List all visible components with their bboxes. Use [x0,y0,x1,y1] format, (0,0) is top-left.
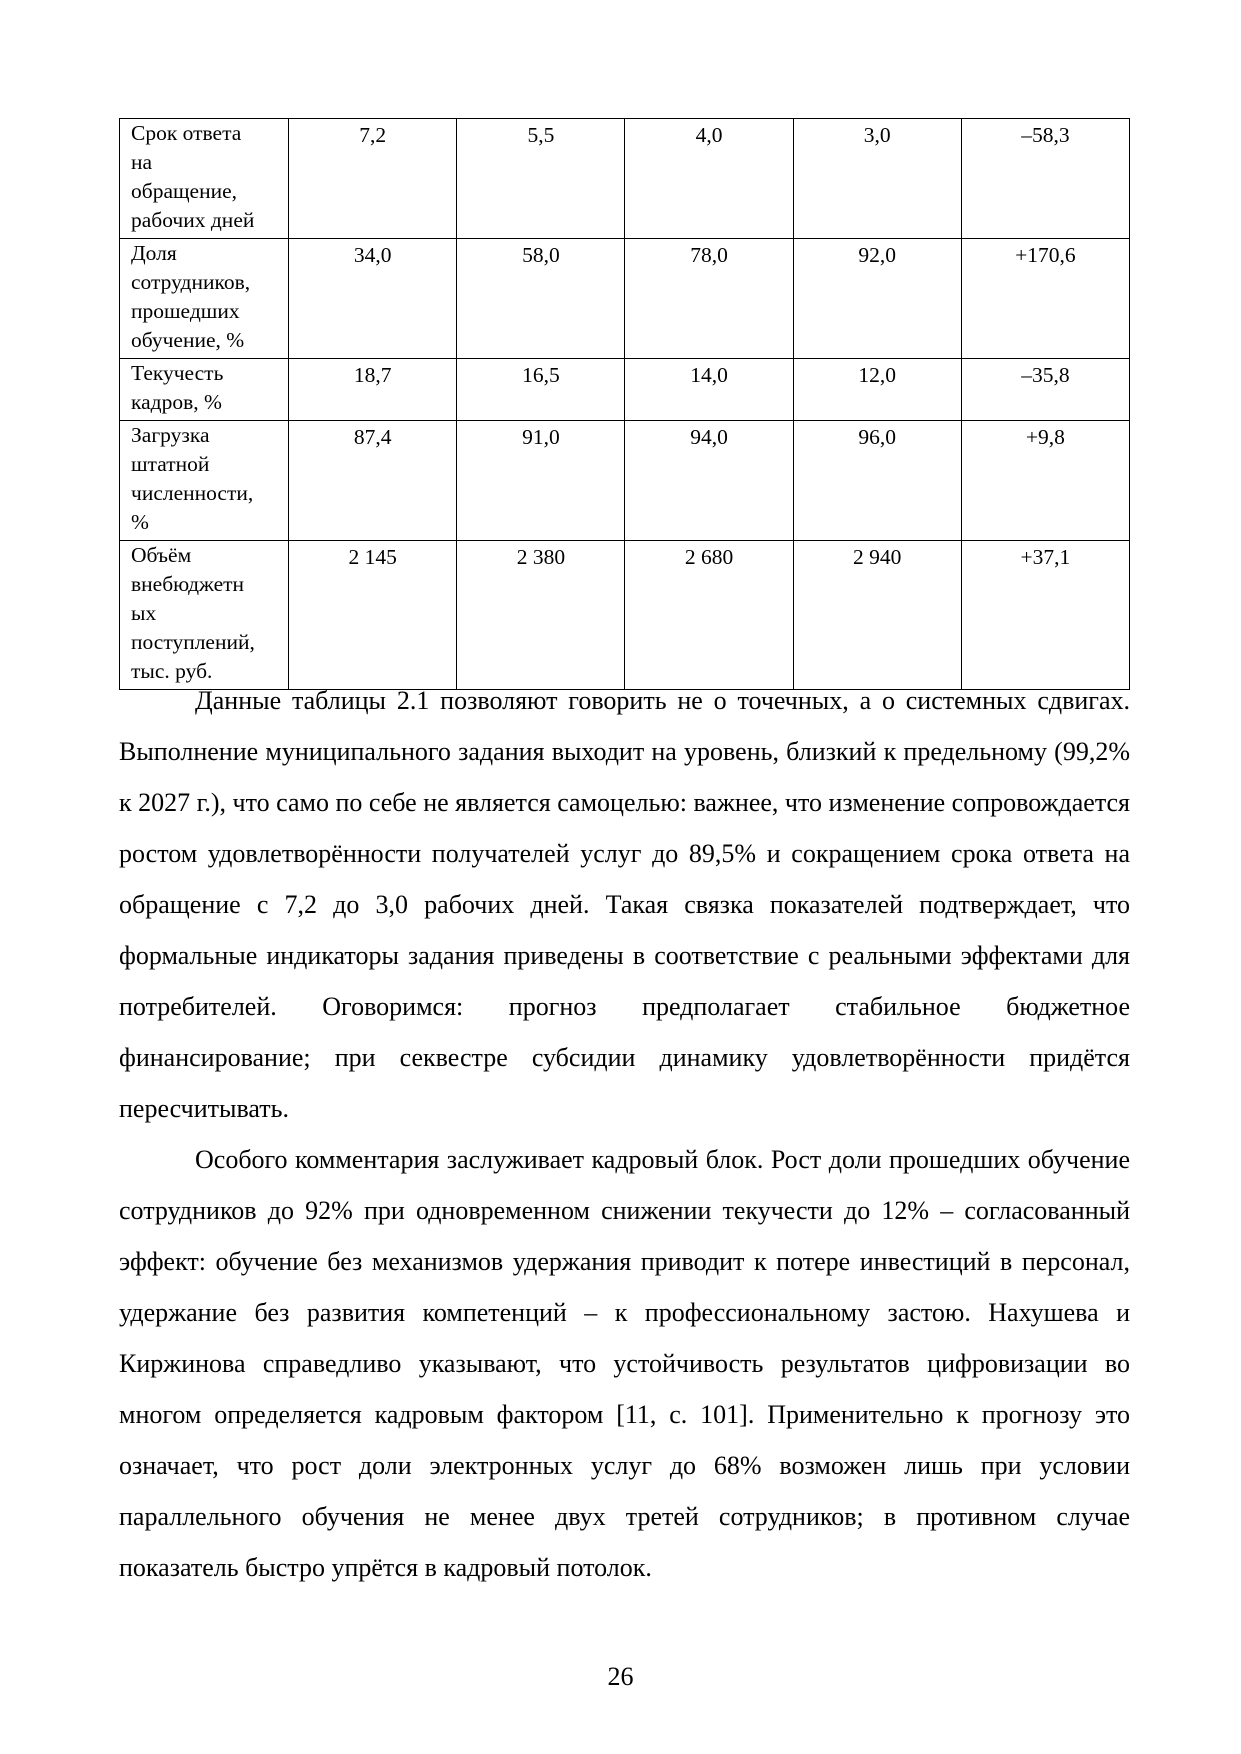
table-cell: 14,0 [625,359,793,421]
table-cell: 92,0 [793,239,961,359]
table-cell: 12,0 [793,359,961,421]
paragraph: Данные таблицы 2.1 позволяют говорить не о точечных, а о системных сдвигах. Выполнение муниципального задания выходит на уровень, близкий к предельному (99,2% к 2027 г.), что само по себе не является самоцелью: важнее, что изменение сопровождается ростом удовлетворённости получателей услуг до 89,5% и сокращением срока ответа на обращение с 7,2 до 3,0 рабочих дней. Такая связка показателей подтверждает, что формальные индикаторы задания приведены в соответствие с реальными эффектами для потребителей. Оговоримся: прогноз предполагает стабильное бюджетное финансирование; при секвестре субсидии динамику удовлетворённости придётся пересчитывать. [119,686,1131,1123]
table-cell: 34,0 [289,239,457,359]
table-cell: 2 380 [457,541,625,690]
row-label: Срок ответа на обращение, рабочих дней [120,119,289,239]
table-cell: 3,0 [793,119,961,239]
table-cell: 2 940 [793,541,961,690]
table-cell: 78,0 [625,239,793,359]
table-cell: 96,0 [793,421,961,541]
table-row [120,359,1130,421]
body-text [119,675,1130,1593]
table-cell: 91,0 [457,421,625,541]
table-cell: +9,8 [961,421,1129,541]
table-row [120,541,1130,690]
page-number: 26 [607,1662,634,1691]
table-cell: 4,0 [625,119,793,239]
table-cell: +37,1 [961,541,1129,690]
table-cell: 2 680 [625,541,793,690]
row-label: Загрузка штатной численности, % [120,421,289,541]
table-cell: 87,4 [289,421,457,541]
table-cell: 58,0 [457,239,625,359]
row-label: Доля сотрудников, прошедших обучение, % [120,239,289,359]
table-cell: 2 145 [289,541,457,690]
table-row [120,239,1130,359]
table-row [120,119,1130,239]
table-cell: 18,7 [289,359,457,421]
table-cell: 94,0 [625,421,793,541]
table-cell: –35,8 [961,359,1129,421]
table-cell: 16,5 [457,359,625,421]
table-cell: –58,3 [961,119,1129,239]
table-cell: 7,2 [289,119,457,239]
row-label: Текучесть кадров, % [120,359,289,421]
indicators-table [119,118,1130,690]
table-row [120,421,1130,541]
row-label: Объём внебюджетн ых поступлений, тыс. руб. [120,541,289,690]
table-cell: +170,6 [961,239,1129,359]
table-cell: 5,5 [457,119,625,239]
paragraph: Особого комментария заслуживает кадровый блок. Рост доли прошедших обучение сотрудников до 92% при одновременном снижении текучести до 12% – согласованный эффект: обучение без механизмов удержания приводит к потере инвестиций в персонал, удержание без развития компетенций – к профессиональному застою. Нахушева и Киржинова справедливо указывают, что устойчивость результатов цифровизации во многом определяется кадровым фактором [11, с. 101]. Применительно к прогнозу это означает, что рост доли электронных услуг до 68% возможен лишь при условии параллельного обучения не менее двух третей сотрудников; в противном случае показатель быстро упрётся в кадровый потолок. [119,1145,1130,1582]
